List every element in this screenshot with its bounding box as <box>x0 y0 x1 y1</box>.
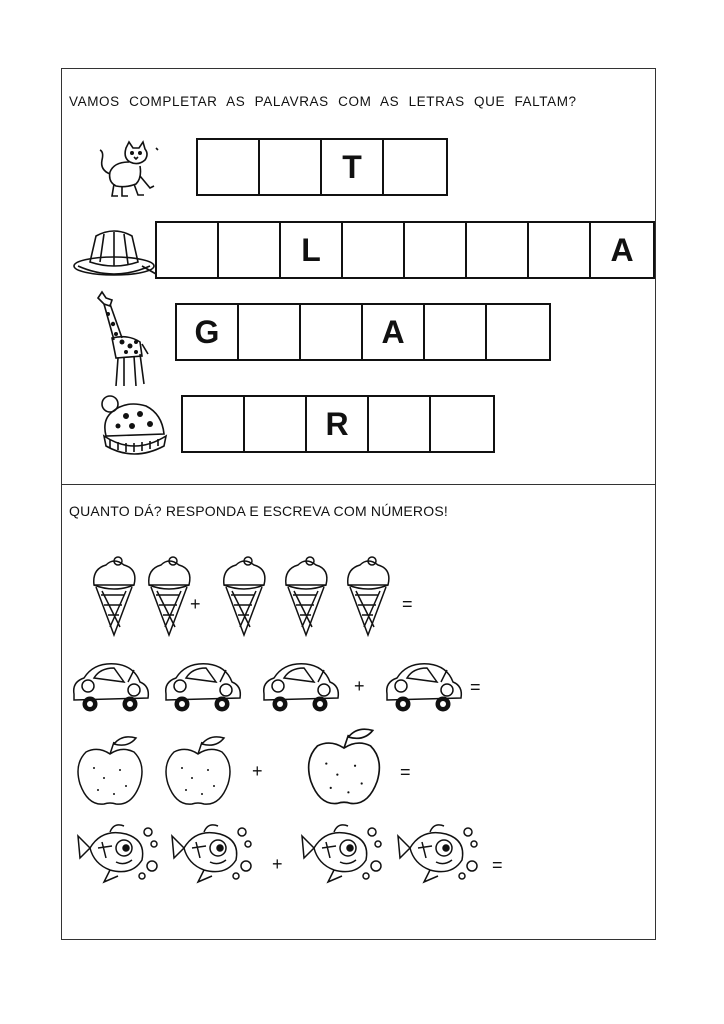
letter-box[interactable] <box>425 305 487 359</box>
letter-box[interactable] <box>467 223 529 277</box>
letter-box[interactable] <box>239 305 301 359</box>
letter-box[interactable] <box>301 305 363 359</box>
letter-box[interactable]: G <box>177 305 239 359</box>
letter-box[interactable] <box>219 223 281 277</box>
letter-box[interactable] <box>369 397 431 451</box>
cap-icon <box>96 392 168 456</box>
car-icon <box>381 656 465 716</box>
letter-box[interactable] <box>431 397 493 451</box>
equals-sign: = <box>400 762 411 782</box>
car-icon <box>68 656 152 716</box>
ice-cream-icon <box>143 555 195 639</box>
word-boxes-cat <box>196 138 448 196</box>
apple-icon <box>162 734 234 810</box>
plus-sign: + <box>190 594 201 614</box>
gelatin-icon <box>70 222 160 280</box>
fish-icon <box>170 818 256 886</box>
letter-box[interactable] <box>183 397 245 451</box>
letter-box[interactable] <box>384 140 446 194</box>
equals-sign: = <box>470 677 481 697</box>
letter-box[interactable] <box>343 223 405 277</box>
letter-box[interactable] <box>529 223 591 277</box>
plus-sign: + <box>252 761 263 781</box>
letter-box[interactable] <box>405 223 467 277</box>
car-icon <box>160 656 244 716</box>
ice-cream-icon <box>342 555 394 639</box>
equals-sign: = <box>402 594 413 614</box>
ice-cream-icon <box>218 555 270 639</box>
instruction-count: QUANTO DÁ? RESPONDA E ESCREVA COM NÚMEROS! <box>69 503 448 519</box>
letter-box[interactable]: A <box>610 231 634 268</box>
ice-cream-icon <box>88 555 140 639</box>
plus-sign: + <box>272 854 283 874</box>
plus-sign: + <box>354 676 365 696</box>
letter-box[interactable] <box>487 305 549 359</box>
apple-icon <box>304 726 384 810</box>
letter-box[interactable] <box>157 223 219 277</box>
section-divider <box>61 484 656 485</box>
letter-box[interactable] <box>260 140 322 194</box>
fish-icon <box>300 818 386 886</box>
fish-icon <box>396 818 482 886</box>
ice-cream-icon <box>280 555 332 639</box>
word-boxes-gelatin <box>155 221 655 279</box>
cat-icon <box>96 140 166 202</box>
instruction-complete-words: VAMOS COMPLETAR AS PALAVRAS COM AS LETRAS QUE FALTAM? <box>69 94 577 109</box>
letter-box[interactable]: R <box>307 397 369 451</box>
word-boxes-giraffe <box>175 303 551 361</box>
car-icon <box>258 656 342 716</box>
word-boxes-cap <box>181 395 495 453</box>
equals-sign: = <box>492 855 503 875</box>
fish-icon <box>76 818 162 886</box>
apple-icon <box>74 734 146 810</box>
letter-box[interactable] <box>245 397 307 451</box>
giraffe-icon <box>92 290 152 388</box>
letter-box[interactable]: T <box>322 140 384 194</box>
letter-box[interactable]: A <box>363 305 425 359</box>
letter-box[interactable]: L <box>281 223 343 277</box>
letter-box[interactable] <box>198 140 260 194</box>
